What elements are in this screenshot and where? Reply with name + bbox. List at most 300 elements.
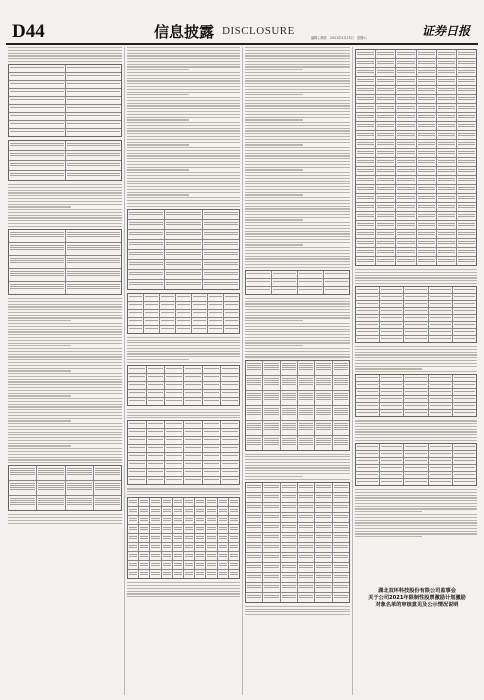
- cell-text: [10, 173, 64, 174]
- text-line: [245, 225, 350, 226]
- text-line: [8, 457, 122, 458]
- cell-text: [357, 289, 378, 290]
- cell-text: [264, 525, 278, 526]
- cell-text: [264, 505, 278, 506]
- column-1: [8, 47, 122, 525]
- text-line: [8, 432, 122, 433]
- table-cell: [224, 310, 239, 317]
- text-line: [245, 261, 350, 262]
- table-cell: [356, 322, 380, 328]
- cell-text: [418, 54, 435, 55]
- cell-text: [381, 338, 402, 339]
- cell-text: [458, 79, 475, 80]
- cell-text: [264, 414, 278, 415]
- table-cell: [324, 279, 349, 286]
- cell-text: [458, 162, 475, 163]
- cell-text: [282, 485, 296, 486]
- cell-text: [129, 368, 145, 369]
- cell-text: [174, 574, 182, 575]
- table-cell: [195, 516, 206, 524]
- table-cell: [315, 503, 332, 512]
- cell-text: [299, 547, 313, 548]
- cell-text: [299, 597, 313, 598]
- cell-text: [334, 587, 348, 588]
- table-cell: [147, 429, 166, 436]
- text-line: [245, 609, 350, 610]
- cell-text: [196, 565, 204, 566]
- table-row: [356, 444, 476, 451]
- cell-text: [357, 52, 374, 53]
- text-line: [127, 153, 240, 154]
- cell-text: [282, 515, 296, 516]
- cell-text: [316, 545, 330, 546]
- table-cell: [66, 129, 122, 136]
- cell-text: [129, 328, 142, 329]
- text-line: [127, 147, 240, 148]
- cell-text: [185, 439, 201, 440]
- cell-text: [282, 414, 296, 415]
- text-line: [245, 175, 350, 176]
- cell-text: [316, 369, 330, 370]
- cell-text: [185, 471, 201, 472]
- table-row: [246, 583, 349, 593]
- cell-text: [357, 97, 374, 98]
- cell-text: [397, 198, 414, 199]
- cell-text: [247, 382, 261, 383]
- cell-text: [163, 527, 171, 528]
- disclosure-table: [245, 270, 350, 295]
- table-cell: [147, 469, 166, 476]
- table-cell: [66, 282, 122, 294]
- text-line: [245, 351, 350, 352]
- table-cell: [429, 472, 453, 478]
- cell-text: [67, 502, 92, 503]
- table-row: [128, 398, 239, 405]
- cell-text: [225, 304, 238, 305]
- cell-text: [193, 320, 206, 321]
- text-line: [245, 50, 350, 51]
- table-cell: [150, 516, 161, 524]
- cell-text: [207, 527, 215, 528]
- table-cell: [150, 543, 161, 551]
- text-line: [245, 103, 350, 104]
- table-cell: [94, 481, 121, 495]
- table-row: [128, 516, 239, 525]
- text-line: [127, 206, 240, 207]
- table-cell: [94, 466, 121, 480]
- cell-text: [129, 547, 137, 548]
- table-cell: [128, 429, 147, 436]
- cell-text: [174, 563, 182, 564]
- cell-text: [377, 207, 394, 208]
- text-line: [355, 426, 477, 427]
- table-cell: [281, 513, 298, 522]
- cell-text: [397, 135, 414, 136]
- table-cell: [144, 294, 160, 301]
- cell-text: [67, 487, 92, 488]
- table-cell: [203, 230, 239, 239]
- table-cell: [356, 140, 376, 148]
- cell-text: [397, 108, 414, 109]
- cell-text: [454, 377, 475, 378]
- cell-text: [357, 180, 374, 181]
- newspaper-logo: 证券日报: [422, 24, 471, 38]
- cell-text: [163, 509, 171, 510]
- text-line: [355, 525, 477, 526]
- cell-text: [397, 126, 414, 127]
- cell-text: [129, 520, 137, 521]
- cell-text: [454, 481, 475, 482]
- table-cell: [184, 398, 203, 405]
- cell-text: [458, 54, 475, 55]
- notice-company: 湖北双环科技股份有限公司监事会: [378, 588, 456, 594]
- table-cell: [221, 469, 239, 476]
- table-cell: [333, 391, 349, 405]
- cell-text: [185, 423, 201, 424]
- cell-text: [185, 527, 193, 528]
- cell-text: [325, 273, 348, 274]
- text-line: [245, 611, 350, 612]
- cell-text: [151, 554, 159, 555]
- cell-text: [458, 88, 475, 89]
- table-row: [356, 248, 476, 257]
- cell-text: [334, 505, 348, 506]
- cell-text: [299, 365, 313, 366]
- table-cell: [376, 149, 396, 157]
- cell-text: [247, 545, 261, 546]
- cell-text: [95, 472, 120, 473]
- table-cell: [162, 570, 173, 578]
- text-line: [8, 415, 122, 416]
- cell-text: [454, 412, 475, 413]
- table-row: [128, 453, 239, 461]
- table-cell: [457, 149, 476, 157]
- cell-text: [247, 527, 261, 528]
- table-cell: [66, 466, 94, 480]
- cell-text: [151, 529, 159, 530]
- text-line: [245, 298, 350, 299]
- table-cell: [356, 68, 376, 76]
- table-cell: [437, 59, 457, 67]
- text-line: [245, 108, 350, 109]
- cell-text: [222, 471, 238, 472]
- table-cell: [356, 257, 376, 265]
- table-row: [128, 429, 239, 437]
- table-cell: [376, 185, 396, 193]
- table-cell: [404, 322, 428, 328]
- cell-text: [129, 536, 137, 537]
- text-line: [8, 454, 122, 455]
- cell-text: [418, 252, 435, 253]
- cell-text: [299, 367, 313, 368]
- cell-text: [438, 90, 455, 91]
- text-line: [8, 58, 122, 59]
- cell-text: [438, 126, 455, 127]
- table-row: [128, 445, 239, 453]
- table-cell: [162, 561, 173, 569]
- table-cell: [66, 243, 122, 255]
- cell-text: [377, 135, 394, 136]
- table-cell: [9, 105, 66, 112]
- table-cell: [417, 95, 437, 103]
- cell-text: [230, 545, 238, 546]
- cell-text: [357, 117, 374, 118]
- cell-text: [148, 392, 164, 393]
- cell-text: [438, 234, 455, 235]
- table-cell: [147, 374, 166, 381]
- table-cell: [376, 95, 396, 103]
- table-cell: [298, 573, 315, 582]
- cell-text: [185, 463, 201, 464]
- cell-text: [316, 397, 330, 398]
- cell-text: [95, 485, 120, 486]
- table-cell: [176, 302, 192, 309]
- text-line: [8, 301, 122, 302]
- cell-text: [334, 527, 348, 528]
- cell-text: [377, 259, 394, 260]
- cell-text: [10, 271, 64, 272]
- cell-text: [377, 54, 394, 55]
- table-cell: [356, 230, 376, 238]
- cell-text: [377, 180, 394, 181]
- table-cell: [184, 461, 203, 468]
- table-cell: [457, 194, 476, 202]
- table-cell: [437, 77, 457, 85]
- cell-text: [397, 72, 414, 73]
- cell-text: [316, 567, 330, 568]
- cell-text: [334, 378, 348, 379]
- cell-text: [264, 487, 278, 488]
- table-cell: [263, 573, 280, 582]
- table-cell: [281, 376, 298, 390]
- table-row: [356, 95, 476, 104]
- cell-text: [357, 90, 374, 91]
- cell-text: [418, 189, 435, 190]
- table-cell: [281, 483, 298, 492]
- text-line: [245, 334, 350, 335]
- cell-text: [95, 468, 120, 469]
- table-cell: [128, 570, 139, 578]
- cell-text: [418, 70, 435, 71]
- cell-text: [151, 565, 159, 566]
- text-line: [245, 186, 350, 187]
- cell-text: [357, 331, 378, 332]
- cell-text: [316, 565, 330, 566]
- cell-text: [299, 575, 313, 576]
- text-line: [355, 357, 477, 358]
- table-cell: [192, 294, 208, 301]
- cell-text: [129, 565, 137, 566]
- disclosure-table: [127, 209, 240, 290]
- table-cell: [128, 469, 147, 476]
- cell-text: [264, 497, 278, 498]
- cell-text: [377, 160, 394, 161]
- cell-text: [377, 171, 394, 172]
- table-cell: [437, 131, 457, 139]
- cell-text: [430, 289, 451, 290]
- cell-text: [418, 187, 435, 188]
- table-cell: [376, 257, 396, 265]
- cell-text: [316, 535, 330, 536]
- cell-text: [438, 54, 455, 55]
- disclosure-table: [355, 286, 477, 343]
- table-row: [356, 479, 476, 485]
- cell-text: [282, 425, 296, 426]
- text-line: [127, 122, 240, 123]
- text-line: [355, 506, 477, 507]
- cell-text: [230, 536, 238, 537]
- cell-text: [163, 529, 171, 530]
- cell-text: [418, 144, 435, 145]
- cell-text: [438, 252, 455, 253]
- table-cell: [417, 86, 437, 94]
- cell-text: [282, 597, 296, 598]
- table-cell: [333, 361, 349, 375]
- text-line: [8, 212, 122, 213]
- table-row: [246, 503, 349, 513]
- cell-text: [357, 160, 374, 161]
- table-cell: [150, 534, 161, 542]
- table-row: [128, 318, 239, 326]
- cell-text: [334, 535, 348, 536]
- cell-text: [193, 304, 206, 305]
- table-cell: [128, 310, 144, 317]
- cell-text: [264, 427, 278, 428]
- table-cell: [315, 593, 332, 602]
- text-line: [245, 317, 350, 318]
- table-cell: [128, 507, 139, 515]
- table-cell: [356, 458, 380, 464]
- text-line: [245, 476, 303, 477]
- cell-text: [430, 467, 451, 468]
- table-row: [246, 533, 349, 543]
- cell-text: [264, 535, 278, 536]
- text-line: [245, 125, 350, 126]
- table-cell: [380, 410, 404, 416]
- cell-text: [418, 178, 435, 179]
- cell-text: [377, 97, 394, 98]
- cell-text: [264, 393, 278, 394]
- cell-text: [10, 258, 64, 259]
- table-row: [356, 465, 476, 472]
- table-row: [128, 534, 239, 543]
- table-cell: [162, 543, 173, 551]
- table-cell: [396, 203, 416, 211]
- text-line: [245, 200, 350, 201]
- cell-text: [151, 520, 159, 521]
- cell-text: [225, 312, 238, 313]
- cell-text: [163, 574, 171, 575]
- table-row: [128, 461, 239, 469]
- table-cell: [221, 382, 239, 389]
- text-line: [8, 451, 122, 452]
- table-row: [9, 141, 121, 151]
- cell-text: [334, 425, 348, 426]
- cell-text: [334, 380, 348, 381]
- cell-text: [458, 207, 475, 208]
- cell-text: [247, 273, 270, 274]
- cell-text: [438, 223, 455, 224]
- table-cell: [203, 260, 239, 269]
- cell-text: [334, 557, 348, 558]
- cell-text: [264, 395, 278, 396]
- disclosure-table: [355, 443, 477, 486]
- table-cell: [396, 77, 416, 85]
- cell-text: [129, 222, 163, 223]
- cell-text: [377, 70, 394, 71]
- table-row: [356, 336, 476, 342]
- cell-text: [185, 368, 201, 369]
- cell-text: [381, 474, 402, 475]
- table-cell: [457, 230, 476, 238]
- cell-text: [316, 507, 330, 508]
- cell-text: [219, 572, 227, 573]
- cell-text: [207, 502, 215, 503]
- cell-text: [430, 310, 451, 311]
- cell-text: [264, 567, 278, 568]
- table-row: [356, 396, 476, 403]
- cell-text: [357, 162, 374, 163]
- cell-text: [163, 554, 171, 555]
- table-cell: [281, 523, 298, 532]
- cell-text: [67, 273, 121, 274]
- cell-text: [357, 460, 378, 461]
- cell-text: [418, 171, 435, 172]
- table-cell: [417, 221, 437, 229]
- cell-text: [377, 241, 394, 242]
- table-cell: [203, 210, 239, 219]
- table-cell: [376, 68, 396, 76]
- table-cell: [298, 279, 324, 286]
- cell-text: [148, 400, 164, 401]
- disclosure-table: [127, 497, 240, 579]
- table-cell: [396, 113, 416, 121]
- table-cell: [66, 151, 122, 160]
- cell-text: [377, 151, 394, 152]
- cell-text: [185, 518, 193, 519]
- cell-text: [397, 232, 414, 233]
- table-cell: [376, 50, 396, 58]
- table-row: [9, 97, 121, 105]
- table-cell: [356, 239, 376, 247]
- cell-text: [264, 537, 278, 538]
- cell-text: [10, 260, 64, 261]
- cell-text: [377, 115, 394, 116]
- cell-text: [204, 376, 220, 377]
- text-line: [245, 66, 350, 67]
- cell-text: [299, 425, 313, 426]
- cell-text: [247, 537, 261, 538]
- table-row: [356, 315, 476, 322]
- text-line: [8, 323, 122, 324]
- table-row: [356, 104, 476, 113]
- cell-text: [166, 376, 182, 377]
- text-line: [245, 465, 350, 466]
- cell-text: [10, 468, 35, 469]
- disclosure-table: [355, 49, 477, 266]
- cell-text: [418, 196, 435, 197]
- cell-text: [67, 260, 121, 261]
- cell-text: [357, 391, 378, 392]
- table-cell: [206, 525, 217, 533]
- cell-text: [166, 423, 182, 424]
- cell-text: [95, 498, 120, 499]
- cell-text: [377, 126, 394, 127]
- table-cell: [396, 95, 416, 103]
- cell-text: [38, 468, 63, 469]
- table-cell: [376, 221, 396, 229]
- text-line: [8, 359, 122, 360]
